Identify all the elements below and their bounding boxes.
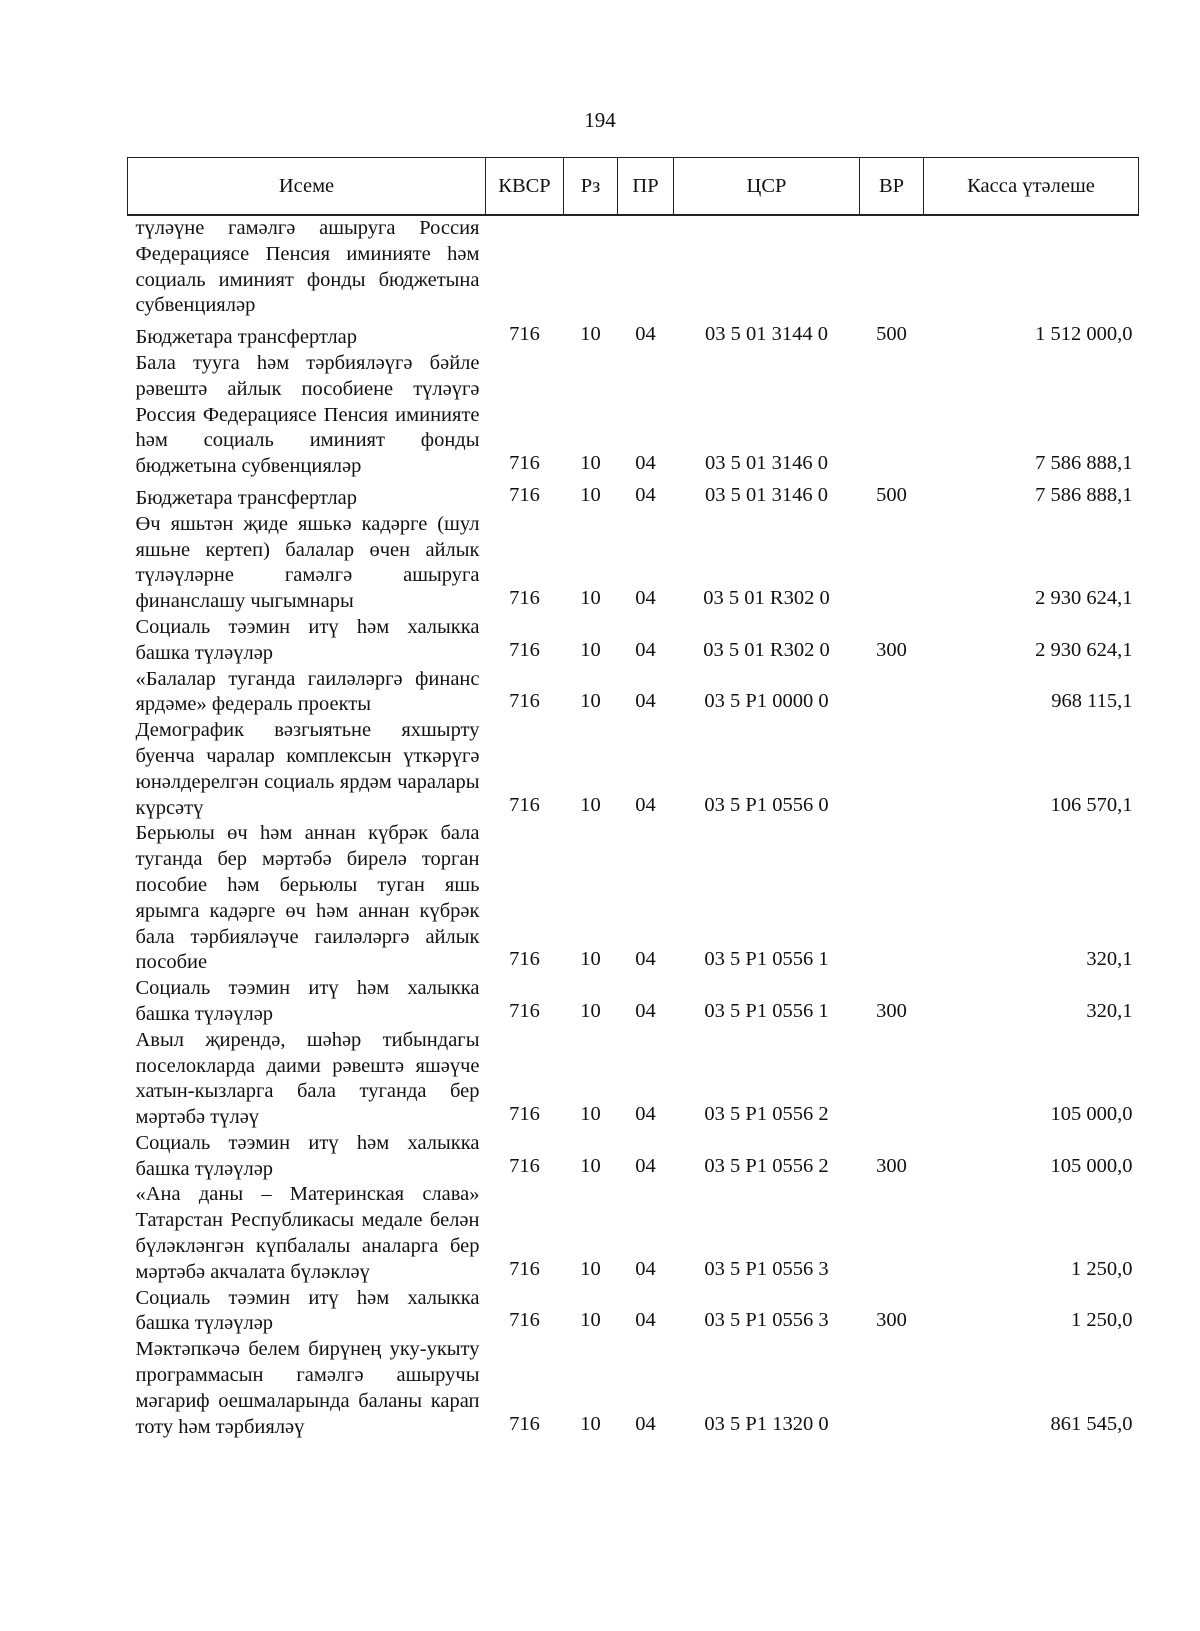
cell-kassa: 1 250,0 — [1071, 1309, 1133, 1332]
cell-vr — [860, 1337, 924, 1440]
cell-tsr — [674, 215, 860, 319]
cell-pr: 04 — [635, 638, 656, 661]
cell-kassa: 1 250,0 — [1071, 1257, 1133, 1280]
table-row — [128, 480, 1139, 512]
header-kassa: Касса үтәлеше — [924, 158, 1139, 216]
cell-vr: 300 — [876, 1309, 907, 1332]
cell-kassa: 106 570,1 — [1050, 793, 1133, 816]
cell-pr: 04 — [635, 793, 656, 816]
cell-tsr: 03 5 01 3144 0 — [705, 323, 828, 346]
cell-kassa: 7 586 888,1 — [1035, 483, 1133, 506]
header-name: Исеме — [128, 158, 486, 216]
cell-kvsr: 716 — [509, 1309, 540, 1332]
cell-rz: 10 — [580, 323, 601, 346]
cell-kvsr: 716 — [509, 999, 540, 1022]
table-row — [128, 1337, 1139, 1440]
table-row — [128, 512, 1139, 615]
table-row — [128, 667, 1139, 719]
cell-rz: 10 — [580, 1257, 601, 1280]
cell-vr: 500 — [876, 483, 907, 506]
table-row — [128, 1182, 1139, 1285]
cell-tsr: 03 5 P1 0556 2 — [704, 1154, 829, 1177]
table-header — [128, 158, 1139, 216]
table-row — [128, 615, 1139, 667]
cell-rz: 10 — [580, 587, 601, 610]
cell-vr — [860, 1182, 924, 1285]
cell-rz: 10 — [580, 999, 601, 1022]
cell-name: Бала туугa һәм тәрбияләүгә бәйле рәвештә айлык пособиене түләүгә Россия Федерациясе Пенсия иминияте һәм социаль иминият фонды бюджетына субвенцияләр — [135, 351, 480, 478]
cell-kvsr: 716 — [509, 1257, 540, 1280]
cell-name: түләүне гамәлгә ашыруга Россия Федерациясе Пенсия иминияте һәм социаль иминият фонды бюджетына субвенцияләр — [135, 217, 480, 317]
cell-rz: 10 — [580, 948, 601, 971]
cell-pr: 04 — [635, 587, 656, 610]
cell-kvsr: 716 — [509, 1103, 540, 1126]
header-tsr: ЦСР — [674, 158, 860, 216]
cell-rz: 10 — [580, 452, 601, 475]
cell-kvsr: 716 — [509, 587, 540, 610]
cell-name: Бюджетара трансфертлар — [135, 326, 358, 349]
cell-name: Бюджетара трансфертлар — [135, 486, 358, 509]
cell-vr: 500 — [876, 323, 907, 346]
cell-name: Социаль тәэмин итү һәм халыкка башка түләүләр — [135, 1131, 480, 1180]
cell-pr: 04 — [635, 323, 656, 346]
cell-pr: 04 — [635, 690, 656, 713]
cell-vr — [860, 1028, 924, 1131]
cell-tsr: 03 5 P1 1320 0 — [704, 1412, 829, 1435]
table-row — [128, 976, 1139, 1028]
cell-vr — [860, 667, 924, 719]
cell-rz: 10 — [580, 1412, 601, 1435]
cell-rz: 10 — [580, 793, 601, 816]
cell-rz: 10 — [580, 1103, 601, 1126]
table-row — [128, 1028, 1139, 1131]
cell-tsr: 03 5 01 3146 0 — [705, 483, 828, 506]
cell-kassa: 2 930 624,1 — [1035, 638, 1133, 661]
cell-name: Социаль тәэмин итү һәм халыкка башка түләүләр — [135, 1286, 480, 1335]
table-row — [128, 215, 1139, 319]
cell-vr — [860, 821, 924, 976]
cell-pr: 04 — [635, 1412, 656, 1435]
cell-rz — [564, 215, 618, 319]
cell-tsr: 03 5 P1 0556 0 — [704, 793, 829, 816]
cell-vr — [860, 718, 924, 821]
cell-kassa: 105 000,0 — [1050, 1154, 1133, 1177]
cell-name: Берьюлы өч һәм аннан күбрәк бала туганда бер мәртәбә бирелә торган пособие һәм берьюлы туган яшь ярымга кадәрге өч һәм аннан күбрәк бала тәрбияләүче гаиләләргә айлык пособие — [135, 822, 480, 974]
header-vr: ВР — [860, 158, 924, 216]
cell-vr — [860, 512, 924, 615]
cell-tsr: 03 5 P1 0556 3 — [704, 1309, 829, 1332]
cell-tsr: 03 5 P1 0556 3 — [704, 1257, 829, 1280]
cell-kvsr: 716 — [509, 690, 540, 713]
cell-tsr: 03 5 P1 0000 0 — [704, 690, 829, 713]
cell-name: Демографик вәзгыятьне яхшырту буенча чаралар комплексын үткәрүгә юнәлдерелгән социаль ярдәм чаралары күрсәтү — [135, 719, 480, 819]
cell-pr: 04 — [635, 948, 656, 971]
header-kvsr: КВСР — [486, 158, 564, 216]
cell-kvsr: 716 — [509, 793, 540, 816]
cell-pr: 04 — [635, 1257, 656, 1280]
cell-tsr: 03 5 01 R302 0 — [703, 638, 830, 661]
cell-name: Социаль тәэмин итү һәм халыкка башка түләүләр — [135, 615, 480, 664]
cell-rz: 10 — [580, 483, 601, 506]
page-number: 194 — [584, 108, 616, 132]
cell-pr: 04 — [635, 1154, 656, 1177]
cell-tsr: 03 5 P1 0556 2 — [704, 1103, 829, 1126]
cell-kassa: 861 545,0 — [1050, 1412, 1133, 1435]
cell-tsr: 03 5 01 R302 0 — [703, 587, 830, 610]
cell-name: Социаль тәэмин итү һәм халыкка башка түләүләр — [135, 977, 480, 1025]
cell-kvsr: 716 — [509, 483, 540, 506]
cell-pr: 04 — [635, 999, 656, 1022]
cell-name: Авыл җирендә, шәһәр тибындагы поселокларда даими рәвештә яшәүче хатын-кызларга бала туганда бер мәртәбә түләү — [135, 1028, 480, 1129]
cell-name: «Балалар туганда гаиләләргә финанс ярдәме» федераль проекты — [135, 667, 480, 716]
cell-pr: 04 — [635, 1103, 656, 1126]
cell-kassa: 7 586 888,1 — [1035, 452, 1133, 475]
cell-tsr: 03 5 P1 0556 1 — [704, 948, 829, 971]
table-row — [128, 319, 1139, 351]
cell-pr: 04 — [635, 452, 656, 475]
cell-kvsr: 716 — [509, 948, 540, 971]
cell-kassa: 2 930 624,1 — [1035, 587, 1133, 610]
cell-vr: 300 — [876, 999, 907, 1022]
cell-name: Өч яшьтән җиде яшькә кадәрге (шул яшьне кертеп) балалар өчен айлык түләүләрне гамәлгә ашыруга финанслашу чыгымнары — [135, 512, 480, 613]
table-row — [128, 1131, 1139, 1183]
cell-kassa: 105 000,0 — [1050, 1103, 1133, 1126]
cell-pr — [618, 215, 674, 319]
cell-kvsr: 716 — [509, 1412, 540, 1435]
table-row — [128, 351, 1139, 480]
cell-vr: 300 — [876, 1154, 907, 1177]
cell-kassa — [924, 215, 1139, 319]
cell-rz: 10 — [580, 1154, 601, 1177]
cell-kvsr: 716 — [509, 452, 540, 475]
cell-pr: 04 — [635, 483, 656, 506]
cell-kassa: 968 115,1 — [1051, 690, 1133, 713]
cell-kvsr: 716 — [509, 323, 540, 346]
cell-kvsr: 716 — [509, 1154, 540, 1177]
cell-kassa: 320,1 — [1086, 999, 1133, 1022]
cell-kvsr — [486, 215, 564, 319]
table-body — [128, 215, 1139, 1440]
budget-table — [127, 157, 1139, 1440]
cell-vr — [860, 215, 924, 319]
cell-rz: 10 — [580, 1309, 601, 1332]
cell-tsr: 03 5 01 3146 0 — [705, 452, 828, 475]
cell-vr — [860, 351, 924, 480]
cell-vr: 300 — [876, 638, 907, 661]
header-pr: ПР — [618, 158, 674, 216]
cell-kassa: 1 512 000,0 — [1035, 323, 1133, 346]
cell-kassa: 320,1 — [1086, 948, 1133, 971]
cell-name: «Ана даны – Материнская слава» Татарстан Республикасы медале белән бүләкләнгән күпбалалы аналарга бер мәртәбә акчалата бүләкләү — [135, 1183, 480, 1283]
cell-name: Мәктәпкәчә белем бирүнең уку-укыту программасын гамәлгә ашыручы мәгариф оешмаларында баланы карап тоту һәм тәрбияләү — [135, 1338, 480, 1438]
cell-kvsr: 716 — [509, 638, 540, 661]
table-row — [128, 1286, 1139, 1338]
table-row — [128, 821, 1139, 976]
cell-tsr: 03 5 P1 0556 1 — [704, 999, 829, 1022]
table-row — [128, 718, 1139, 821]
cell-pr: 04 — [635, 1309, 656, 1332]
cell-rz: 10 — [580, 690, 601, 713]
cell-rz: 10 — [580, 638, 601, 661]
header-rz: Рз — [564, 158, 618, 216]
